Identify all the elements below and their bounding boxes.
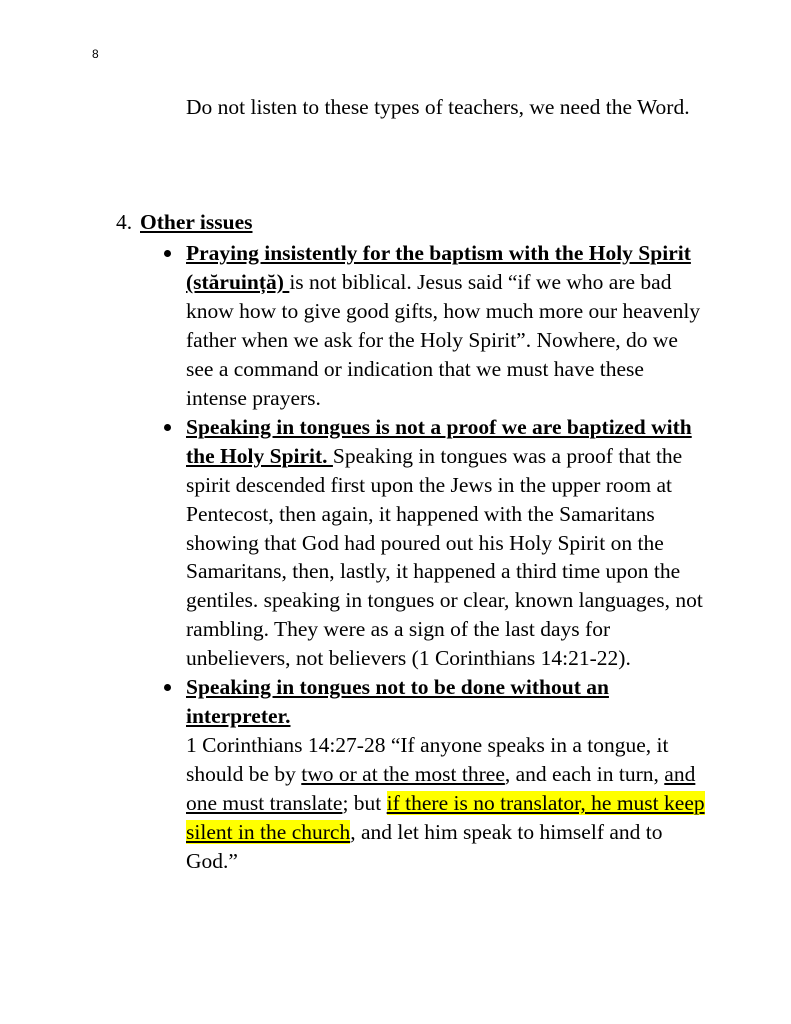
section-title: Other issues [140, 210, 253, 234]
quote-highlight: if there is no translator, he must keep silent in the church [186, 791, 705, 845]
item-body: Speaking in tongues was a proof that the spirit descended first upon the Jews in the upper room at Pentecost, then again, it happened with the Samaritans showing that God had poured out his Holy Spirit on the Samaritans, then, lastly, it happened a third time upon the gentiles. speaking in tongues or clear, known languages, not rambling. They were as a sign of the last days for unbelievers, not believers (1 Corinthians 14:21-22). [186, 443, 703, 671]
issues-list [186, 239, 706, 876]
quote-text: ; but [342, 791, 387, 816]
quote-text: 1 Corinthians 14:27-28 “If anyone speaks in a tongue, it should be by [186, 733, 669, 787]
quote-text: , and each in turn, [504, 762, 665, 787]
bullet-icon [164, 684, 171, 691]
bullet-icon [164, 424, 171, 431]
item-lead: Speaking in tongues not to be done without an interpreter. [186, 675, 609, 729]
item-lead: Speaking in tongues is not a proof we are baptized with the Holy Spirit. [186, 414, 692, 468]
list-item [186, 413, 706, 674]
quote-text: , and let him speak to himself and to God.” [186, 820, 663, 874]
section-heading [116, 208, 253, 237]
quote-underline: two or at the most three [301, 762, 505, 787]
list-item [186, 673, 706, 876]
item-body: is not biblical. Jesus said “if we who are bad know how to give good gifts, how much more our heavenly father when we ask for the Holy Spirit”. Nowhere, do we see a command or indication that we must have these intense prayers. [186, 269, 701, 410]
list-item [186, 239, 706, 413]
intro-paragraph: Do not listen to these types of teachers, we need the Word. [186, 95, 690, 119]
page-number: 8 [92, 47, 99, 61]
item-lead: Praying insistently for the baptism with the Holy Spirit (stăruință) [186, 241, 691, 294]
bullet-icon [164, 250, 171, 257]
section-number: 4. [116, 210, 133, 234]
quote-underline: and one must translate [186, 762, 696, 816]
